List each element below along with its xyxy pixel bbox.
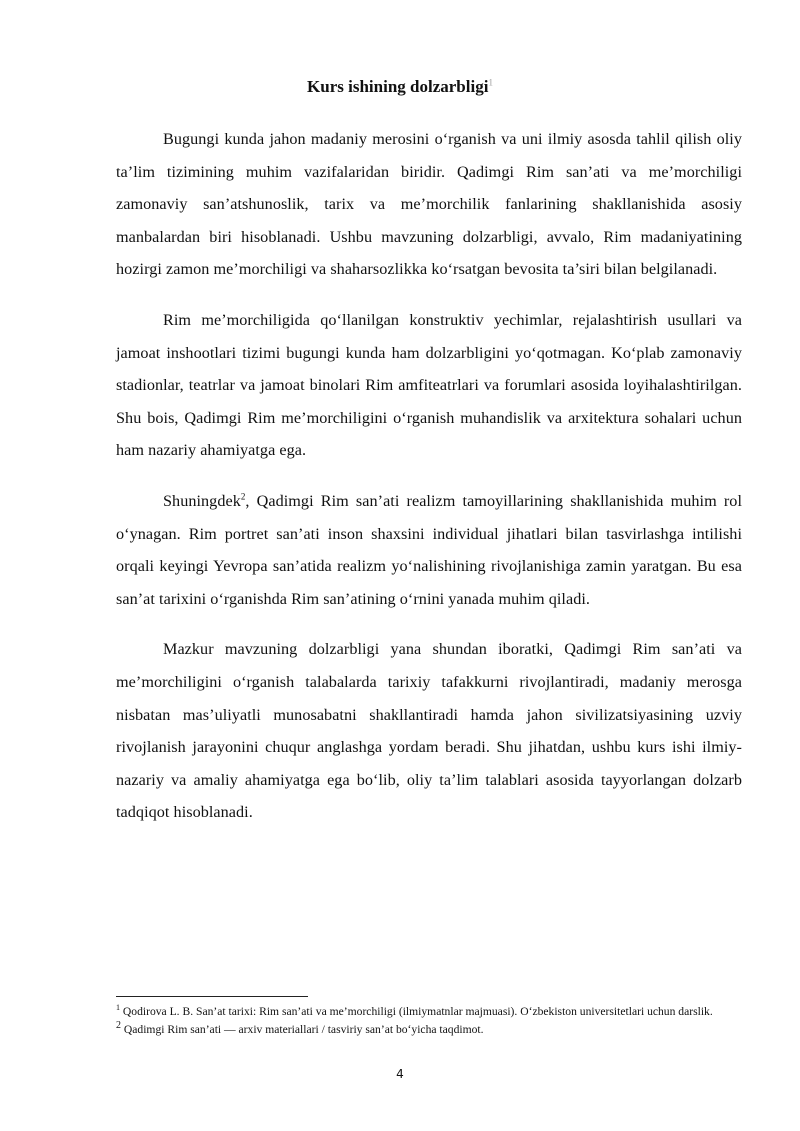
body-text (116, 123, 742, 847)
paragraph-4 (116, 633, 742, 829)
paragraph-3-text-start: Shuningdek (163, 491, 241, 510)
title-footnote-ref: 1 (488, 77, 493, 88)
paragraph-3 (116, 485, 742, 615)
page-number: 4 (396, 1067, 404, 1081)
footnote-2-marker: 2 (116, 1019, 121, 1031)
paragraph-3-footnote-ref: 2 (240, 491, 246, 502)
footnote-1-marker: 1 (116, 1003, 120, 1013)
footnote-2 (116, 1019, 742, 1038)
paragraph-2-text: Rim me’morchiligida qo‘llanilgan konstruktiv yechimlar, rejalashtirish usullari va jamoat inshootlari tizimi bugungi kunda ham dolzarbligini yo‘qotmagan. Ko‘plab zamonaviy stadionlar, teatrlar va jamoat binolari Rim amfiteatrlari va forumlari asosida loyihalashtirilgan. Shu bois, Qadimgi Rim me’morchiligini o‘rganish muhandislik va arxitektura sohalari uchun ham nazariy ahamiyatga ega. (116, 310, 742, 460)
footnote-separator (116, 996, 308, 997)
title-text: Kurs ishining dolzarbligi (307, 77, 489, 96)
paragraph-3-text-end: , Qadimgi Rim san’ati realizm tamoyillarining shakllanishida muhim rol o‘ynagan. Rim portret san’ati inson shaxsini individual jihatlari bilan tasvirlashga intilishi orqali keyingi Yevropa san’atida realizm yo‘nalishining rivojlanishiga zamin yaratgan. Bu esa san’at tarixini o‘rganishda Rim san’atining o‘rnini yanada muhim qiladi. (116, 491, 742, 608)
page-title (0, 76, 800, 98)
paragraph-1 (116, 123, 742, 286)
paragraph-1-text: Bugungi kunda jahon madaniy merosini o‘rganish va uni ilmiy asosda tahlil qilish oliy ta’lim tizimining muhim vazifalaridan biridir. Qadimgi Rim san’ati va me’morchiligi zamonaviy san’atshunoslik, tarix va me’morchilik fanlarining shakllanishida asosiy manbalardan biri hisoblanadi. Ushbu mavzuning dolzarbligi, avvalo, Rim madaniyatining hozirgi zamon me’morchiligi va shaharsozlikka ko‘rsatgan bevosita ta’siri bilan belgilanadi. (116, 130, 742, 279)
paragraph-2 (116, 304, 742, 467)
paragraph-4-text: Mazkur mavzuning dolzarbligi yana shundan iboratki, Qadimgi Rim san’ati va me’morchiligini o‘rganish talabalarda tarixiy tafakkurni rivojlantiradi, madaniy merosga nisbatan mas’uliyatli munosabatni shakllantiradi hamda jahon sivilizatsiyasining uzviy rivojlanish jarayonini chuqur anglashga yordam beradi. Shu jihatdan, ushbu kurs ishi ilmiy-nazariy va amaliy ahamiyatga ega bo‘lib, oliy ta’lim talablari asosida tayyorlangan dolzarb tadqiqot hisoblanadi. (116, 640, 742, 822)
footnote-2-text: Qadimgi Rim san’ati — arxiv materiallari / tasviriy san’at bo‘yicha taqdimot. (121, 1022, 484, 1036)
footnote-1 (116, 1005, 742, 1020)
footnotes (116, 1005, 742, 1040)
footnote-1-text: Qodirova L. B. San’at tarixi: Rim san’ati va me’morchiligi (ilmiymatnlar majmuasi). O‘zbekiston universitetlari uchun darslik. (120, 1005, 713, 1018)
